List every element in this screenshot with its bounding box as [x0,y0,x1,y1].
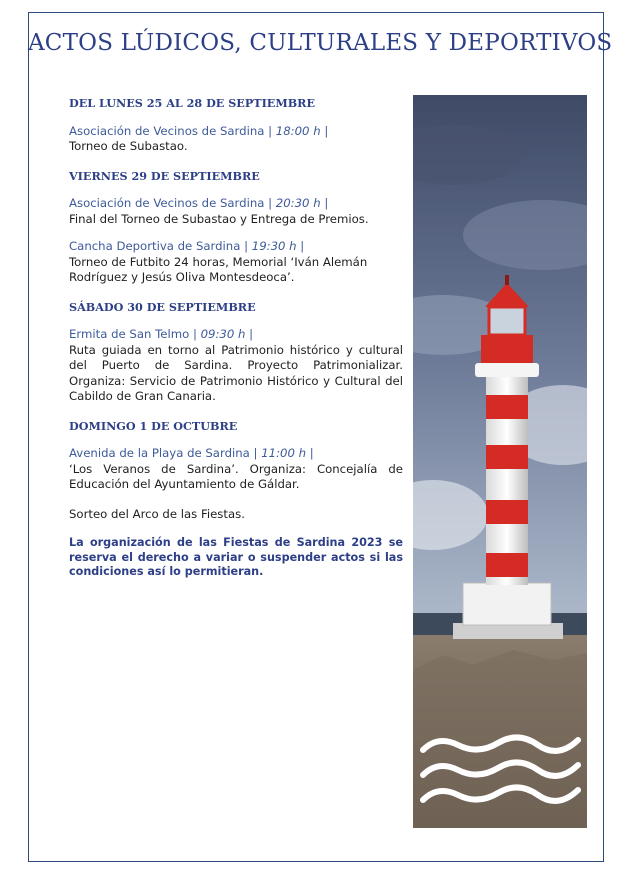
separator: | [268,123,273,138]
event-item [69,196,403,227]
day-heading: DOMINGO 1 DE OCTUBRE [69,418,238,433]
event-venue-line [69,327,403,343]
raffle-note: Sorteo del Arco de las Fiestas. [69,506,245,521]
separator: | [192,327,197,341]
event-item [69,327,403,405]
day-heading: VIERNES 29 DE SEPTIEMBRE [69,168,260,183]
event-description: Torneo de Futbito 24 horas, Memorial ‘Iván Alemán Rodríguez y Jesús Oliva Montesdeoca’. [69,254,368,284]
event-description: Final del Torneo de Subastao y Entrega de Premios. [69,211,369,226]
event-description: ‘Los Veranos de Sardina’. Organiza: Concejalía de Educación del Ayuntamiento de Gáldar. [69,461,403,491]
separator: | [253,446,258,460]
event-time: 19:30 h [251,239,297,253]
event-item [69,124,403,155]
event-venue: Cancha Deportiva de Sardina [69,239,241,253]
event-time: 11:00 h [261,446,307,460]
event-time: 09:30 h [200,327,246,341]
separator: | [324,196,329,210]
event-item [69,239,403,286]
event-venue: Asociación de Vecinos de Sardina [69,123,265,138]
event-venue: Asociación de Vecinos de Sardina [69,196,265,210]
event-venue-line [69,446,403,462]
separator: | [249,327,254,341]
separator: | [268,196,273,210]
day-heading: DEL LUNES 25 AL 28 DE SEPTIEMBRE [69,96,315,110]
event-venue: Avenida de la Playa de Sardina [69,446,250,460]
page-title: ACTOS LÚDICOS, CULTURALES Y DEPORTIVOS [28,30,613,56]
lighthouse-illustration [413,95,587,828]
separator: | [309,446,314,460]
day-heading: SÁBADO 30 DE SEPTIEMBRE [69,299,256,314]
event-venue-line [69,124,403,140]
event-time: 18:00 h [275,123,321,138]
lighthouse-photo [413,95,587,828]
event-description: Ruta guiada en torno al Patrimonio histórico y cultural del Puerto de Sardina. Proyecto Patrimonializar. Organiza: Servicio de Patrimonio Histórico y Cultural del Cabildo de Gran Canaria. [69,342,403,403]
event-venue: Ermita de San Telmo [69,327,190,341]
event-time: 20:30 h [275,196,321,210]
event-description: Torneo de Subastao. [69,139,188,153]
separator: | [244,239,249,253]
event-item [69,446,403,493]
event-venue-line [69,196,403,212]
organization-notice: La organización de las Fiestas de Sardina 2023 se reserva el derecho a variar o suspender actos si las condiciones así lo permitieran. [69,536,403,578]
separator: | [300,239,305,253]
event-venue-line [69,239,403,255]
separator: | [324,123,329,138]
program-list [69,96,403,580]
